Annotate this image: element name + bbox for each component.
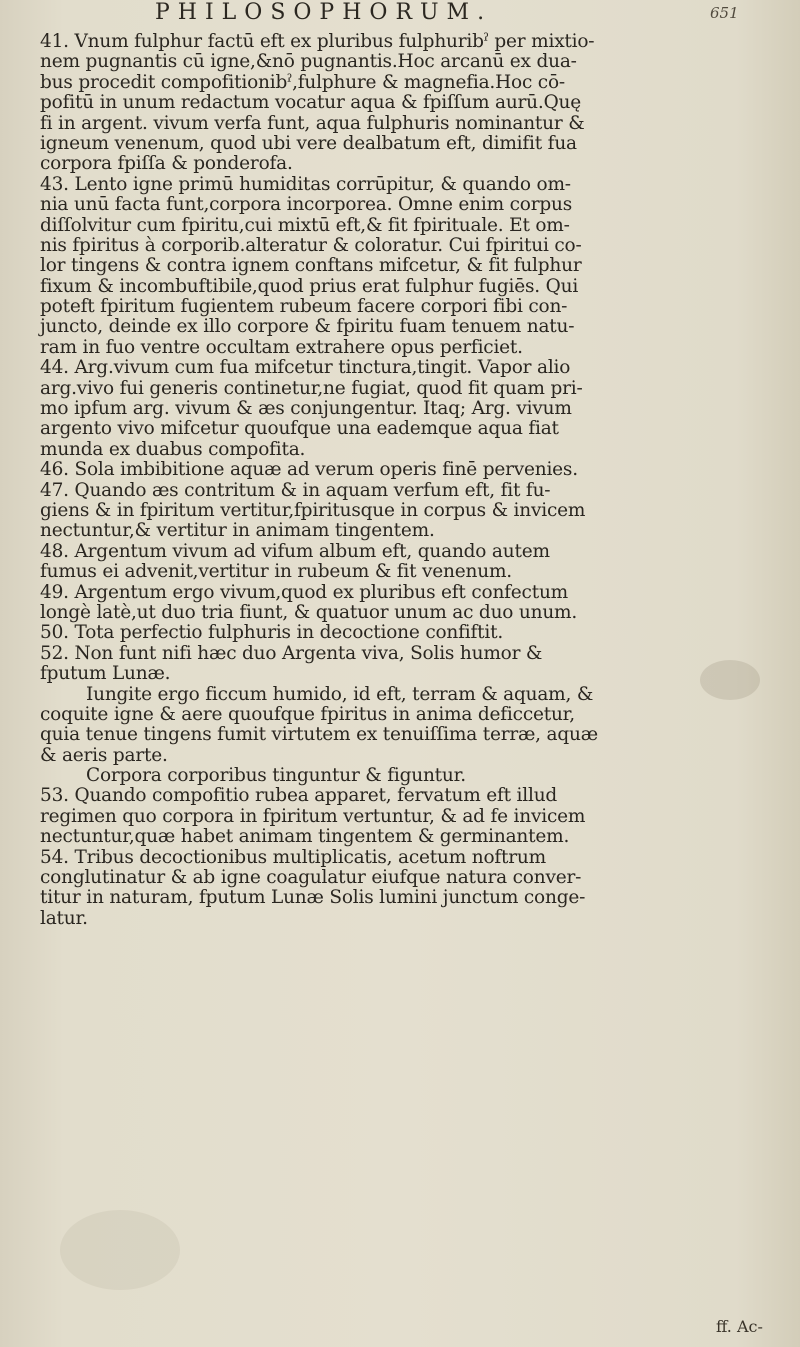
paper-stain bbox=[60, 1210, 180, 1290]
catchword: ff. Ac- bbox=[716, 1317, 763, 1336]
text-line: poteft fpiritum fugientem rubeum facere corpori fibi con- bbox=[40, 296, 568, 318]
text-line: Iungite ergo ficcum humido, id eft, terram & aquam, & bbox=[86, 683, 594, 705]
text-line: nis fpiritus à corporib.alteratur & coloratur. Cui fpiritui co- bbox=[40, 234, 582, 256]
text-line: mo ipfum arg. vivum & æs conjungentur. Itaq; Arg. vivum bbox=[40, 398, 572, 420]
text-line: 47. Quando æs contritum & in aquam verfum eft, fit fu- bbox=[40, 479, 551, 501]
text-line: fumus ei advenit,vertitur in rubeum & fit venenum. bbox=[40, 561, 512, 583]
text-line: 41. Vnum fulphur factū eft ex pluribus fulphuribˀ per mixtio- bbox=[40, 31, 595, 52]
text-line: lor tingens & contra ignem conftans mifcetur, & fit fulphur bbox=[40, 255, 582, 277]
text-line: regimen quo corpora in fpiritum vertuntur, & ad fe invicem bbox=[40, 805, 586, 827]
text-line: diſſolvitur cum fpiritu,cui mixtū eft,& fit fpirituale. Et om- bbox=[40, 214, 570, 236]
text-line: igneum venenum, quod ubi vere dealbatum eft, dimifit fua bbox=[40, 132, 577, 154]
text-line: titur in naturam, fputum Lunæ Solis lumini junctum conge- bbox=[40, 887, 586, 909]
text-line: nectuntur,quæ habet animam tingentem & germinantem. bbox=[40, 826, 570, 848]
text-line: 43. Lento igne primū humiditas corrūpitur, & quando om- bbox=[40, 173, 571, 195]
text-line: nem pugnantis cū igne,&nō pugnantis.Hoc arcanū ex dua- bbox=[40, 51, 577, 73]
text-line: bus procedit compofitionibˀ,fulphure & magnefia.Hoc cō- bbox=[40, 71, 565, 93]
page-header bbox=[0, 0, 800, 30]
text-line: nectuntur,& vertitur in animam tingentem. bbox=[40, 520, 435, 542]
paper-stain bbox=[700, 660, 760, 700]
text-line: juncto, deinde ex illo corpore & fpiritu fuam tenuem natu- bbox=[40, 316, 575, 338]
text-line: corpora fpiſſa & ponderofa. bbox=[40, 153, 293, 175]
text-line: 52. Non funt nifi hæc duo Argenta viva, Solis humor & bbox=[40, 642, 543, 664]
text-line: coquite igne & aere quoufque fpiritus in anima deficcetur, bbox=[40, 703, 575, 725]
text-line: 48. Argentum vivum ad vifum album eft, quando autem bbox=[40, 540, 550, 562]
text-line: munda ex duabus compofita. bbox=[40, 438, 306, 460]
text-line: pofitū in unum redactum vocatur aqua & fpiſſum aurū.Quę bbox=[40, 92, 582, 114]
text-line: fputum Lunæ. bbox=[40, 663, 171, 685]
text-line: 50. Tota perfectio fulphuris in decoctione confiftit. bbox=[40, 622, 504, 644]
text-line: longè latè,ut duo tria fiunt, & quatuor unum ac duo unum. bbox=[40, 601, 578, 623]
text-line: nia unū facta funt,corpora incorporea. Omne enim corpus bbox=[40, 194, 573, 216]
text-line: fixum & incombuftibile,quod prius erat fulphur fugiēs. Qui bbox=[40, 275, 579, 297]
text-line: 53. Quando compofitio rubea apparet, fervatum eft illud bbox=[40, 785, 558, 807]
text-line: 54. Tribus decoctionibus multiplicatis, acetum noftrum bbox=[40, 846, 546, 868]
body-text bbox=[40, 32, 792, 929]
text-line: ram in fuo ventre occultam extrahere opus perficiet. bbox=[40, 336, 523, 358]
text-line: 49. Argentum ergo vivum,quod ex pluribus eft confectum bbox=[40, 581, 569, 603]
page-number: 651 bbox=[710, 4, 739, 22]
text-line: 46. Sola imbibitione aquæ ad verum operis finē pervenies. bbox=[40, 459, 578, 481]
text-line: giens & in fpiritum vertitur,fpiritusque in corpus & invicem bbox=[40, 499, 586, 521]
text-line: latur. bbox=[40, 907, 88, 929]
text-line: fi in argent. vivum verfa funt, aqua fulphuris nominantur & bbox=[40, 112, 585, 134]
text-line: 44. Arg.vivum cum fua mifcetur tinctura,tingit. Vapor alio bbox=[40, 357, 571, 379]
running-head: PHILOSOPHORUM. bbox=[155, 0, 493, 25]
text-line: arg.vivo fui generis continetur,ne fugiat, quod fit quam pri- bbox=[40, 377, 583, 399]
text-line: argento vivo mifcetur quoufque una eademque aqua fiat bbox=[40, 418, 559, 440]
text-line: quia tenue tingens fumit virtutem ex tenuiſſima terræ, aquæ bbox=[40, 724, 598, 746]
text-line: conglutinatur & ab igne coagulatur eiufque natura conver- bbox=[40, 867, 582, 889]
text-line: Corpora corporibus tinguntur & figuntur. bbox=[86, 765, 466, 787]
text-line: & aeris parte. bbox=[40, 744, 168, 766]
